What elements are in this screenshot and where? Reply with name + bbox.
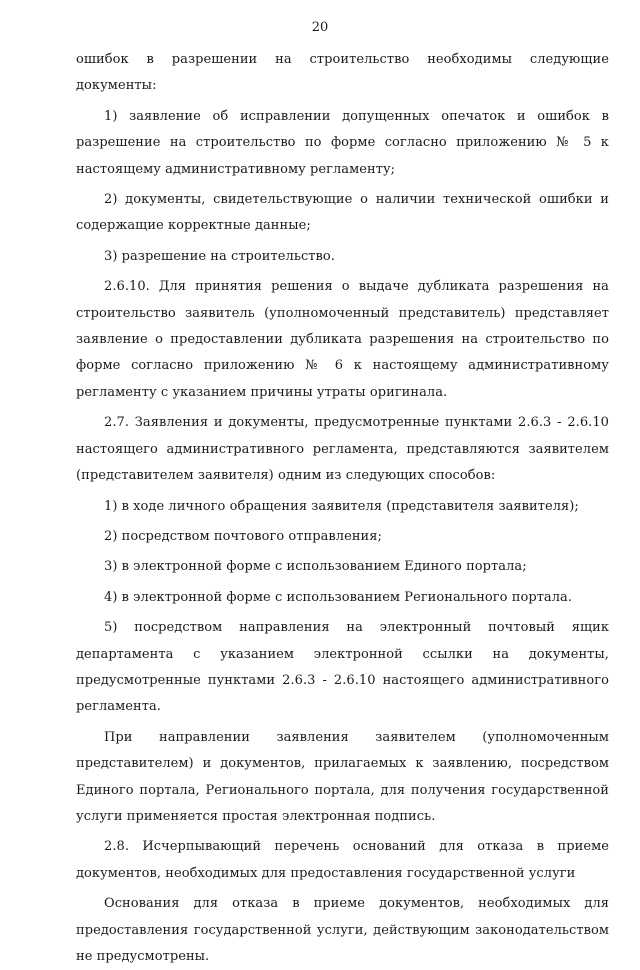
paragraph-2-6-10: 2.6.10. Для принятия решения о выдаче дубликата разрешения на строительство заявитель (уполномоченный представитель) представляет заявление о предоставлении дубликата разрешения на строительство по форме согласно приложению № 6 к настоящему административному регламенту с указанием причины утраты оригинала. <box>76 279 609 400</box>
paragraph-2-8-text: Основания для отказа в приеме документов, необходимых для предоставления государственной услуги, действующим законодательством не предусмотрены. <box>76 896 609 964</box>
paragraph-electronic-signature: При направлении заявления заявителем (уполномоченным представителем) и документов, прилагаемых к заявлению, посредством Единого портала, Регионального портала, для получения государственной услуги применяется простая электронная подпись. <box>76 729 609 824</box>
paragraph-method-1: 1) в ходе личного обращения заявителя (представителя заявителя); <box>104 498 579 514</box>
paragraph-list-item-3: 3) разрешение на строительство. <box>104 248 335 264</box>
paragraph-2-8-heading: 2.8. Исчерпывающий перечень оснований для отказа в приеме документов, необходимых для предоставления государственной услуги <box>76 839 609 881</box>
paragraph-method-2: 2) посредством почтового отправления; <box>104 528 382 544</box>
paragraph-method-5: 5) посредством направления на электронный почтовый ящик департамента с указанием электронной ссылки на документы, предусмотренные пунктами 2.6.3 - 2.6.10 настоящего административного регламента. <box>76 620 609 715</box>
paragraph-continuation: ошибок в разрешении на строительство необходимы следующие документы: <box>76 52 609 94</box>
paragraph-list-item-2: 2) документы, свидетельствующие о наличии технической ошибки и содержащие корректные данные; <box>76 192 609 234</box>
paragraph-method-3: 3) в электронной форме с использованием Единого портала; <box>104 559 527 575</box>
paragraph-2-7: 2.7. Заявления и документы, предусмотренные пунктами 2.6.3 - 2.6.10 настоящего административного регламента, представляются заявителем (представителем заявителя) одним из следующих способов: <box>76 415 609 484</box>
paragraph-list-item-1: 1) заявление об исправлении допущенных опечаток и ошибок в разрешение на строительство по форме согласно приложению № 5 к настоящему административному регламенту; <box>76 108 609 177</box>
paragraph-method-4: 4) в электронной форме с использованием Регионального портала. <box>104 589 573 605</box>
document-body <box>76 47 609 970</box>
page-number: 20 <box>311 20 329 35</box>
